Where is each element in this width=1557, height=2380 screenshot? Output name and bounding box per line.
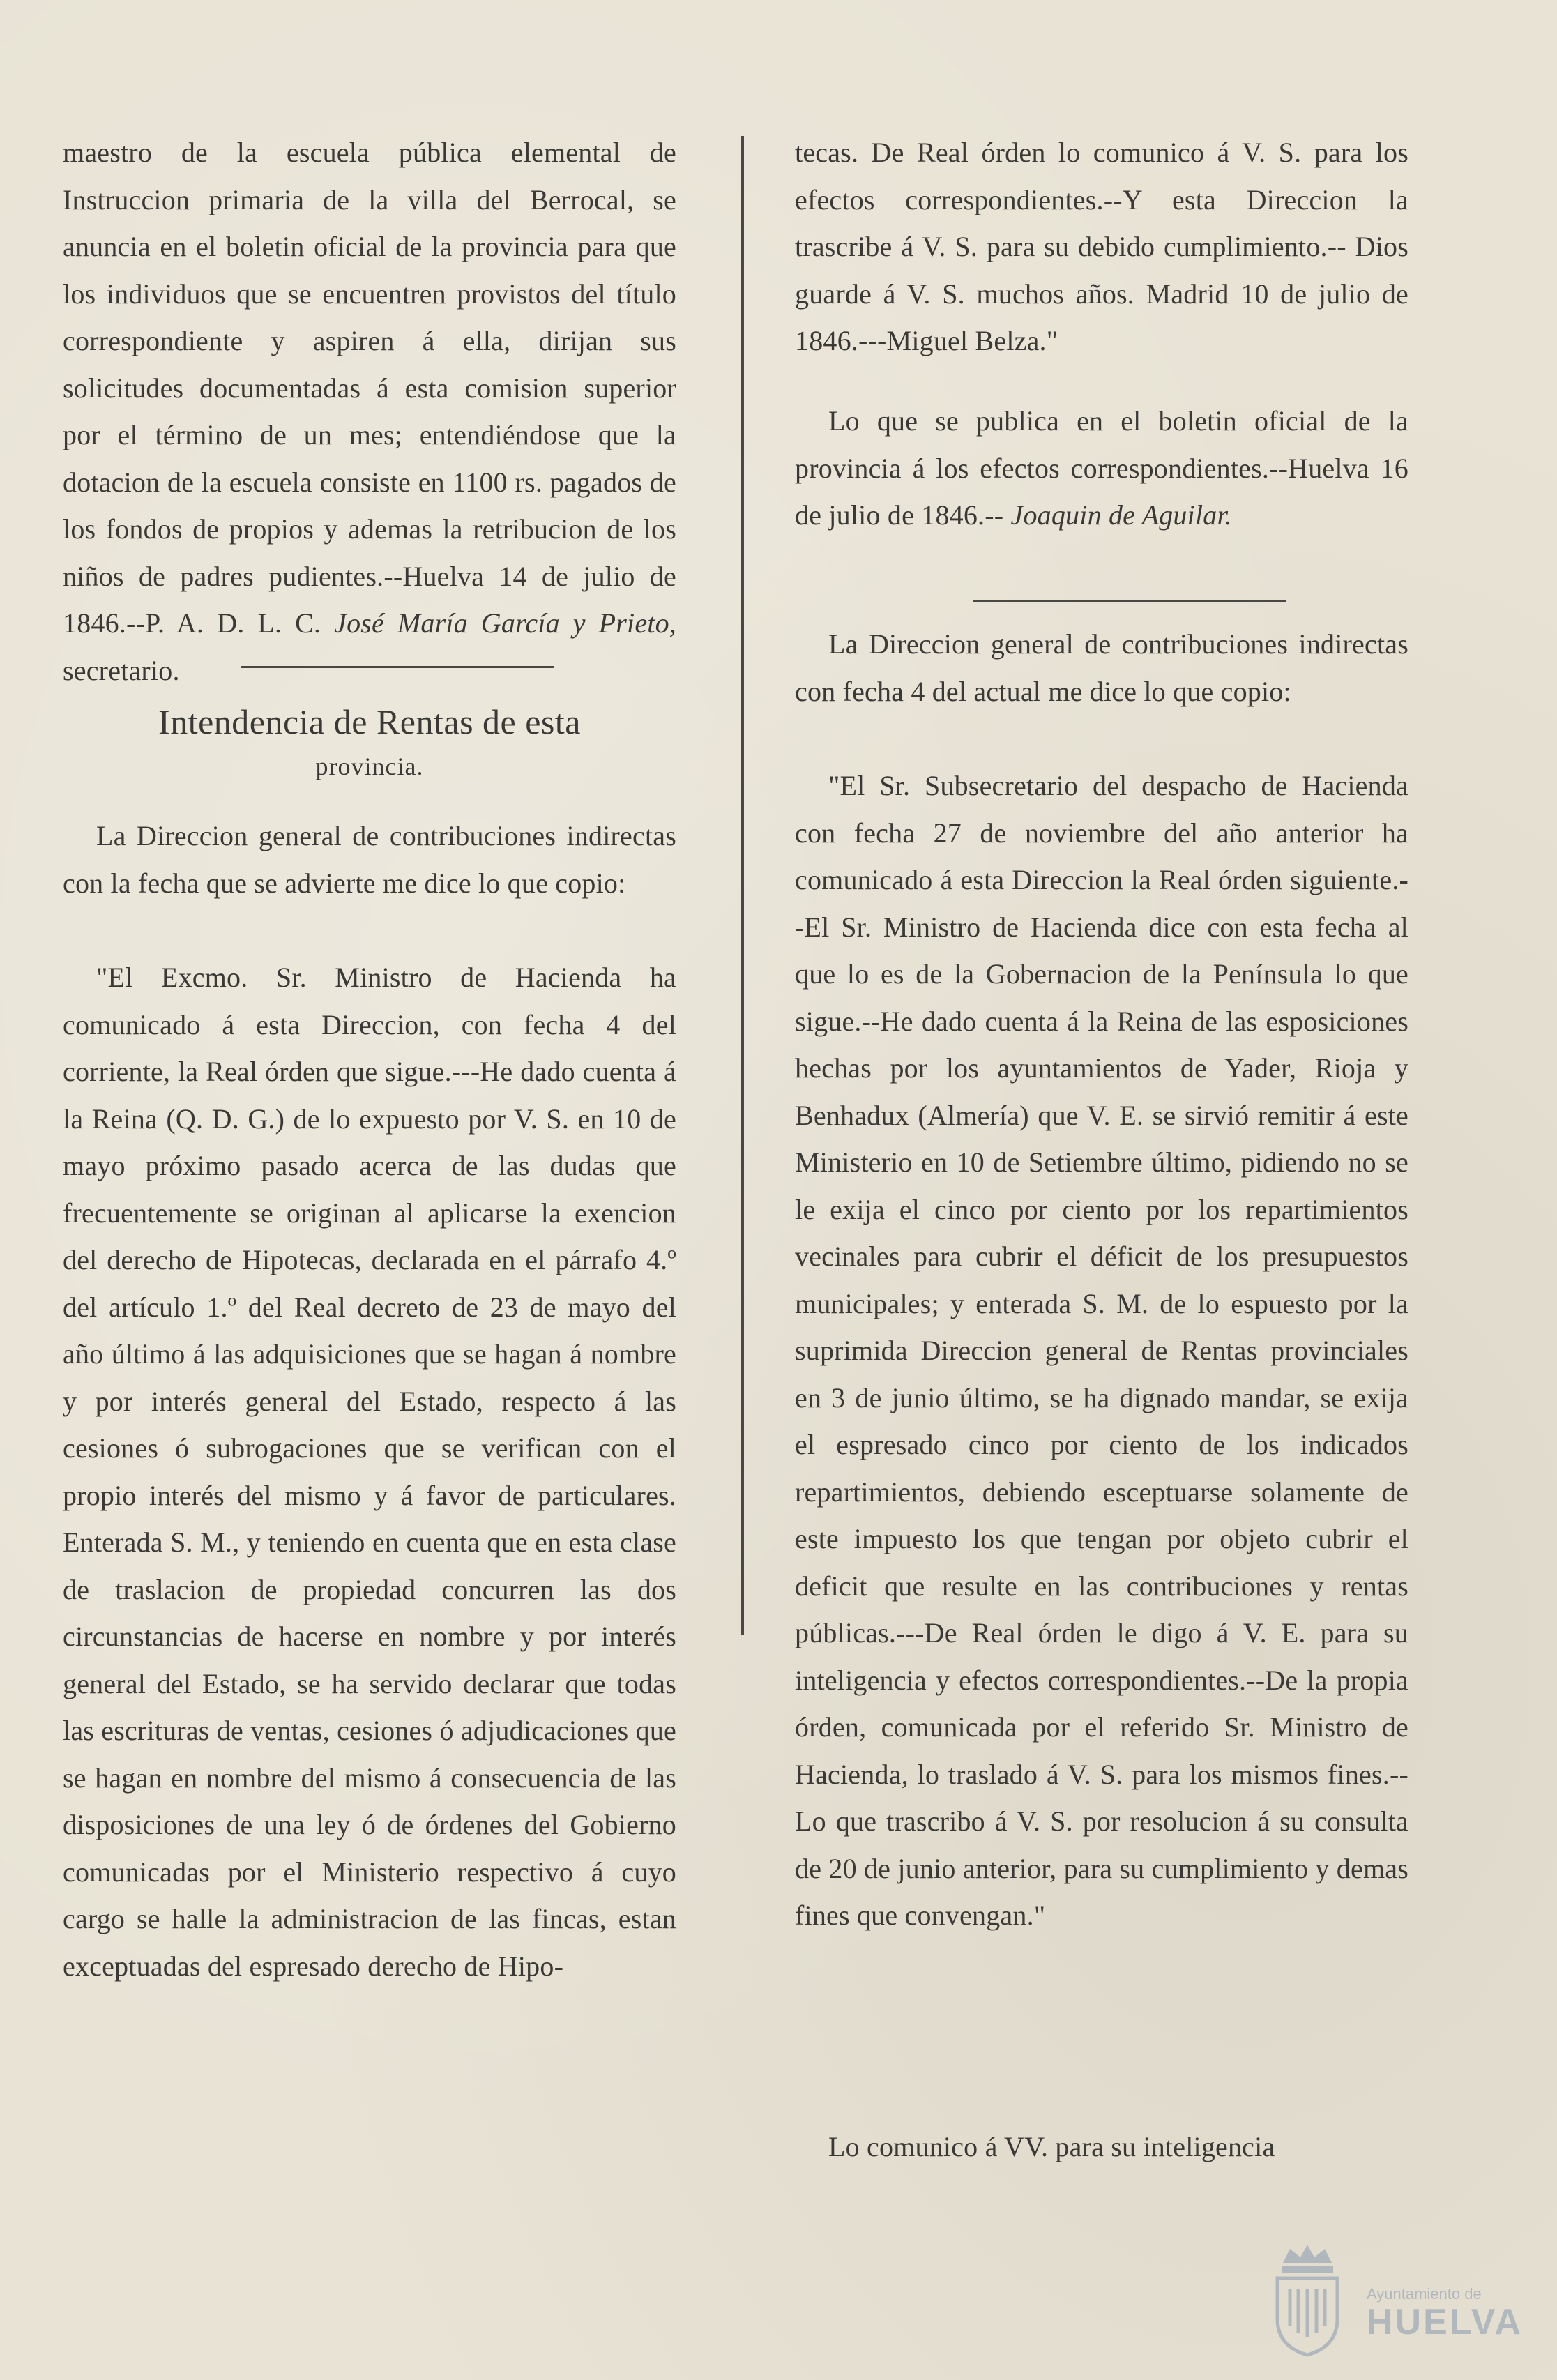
left-paragraph-1-signature-role: secretario.	[63, 654, 180, 686]
right-paragraph-3-text: La Direccion general de contribuciones indirectas con fecha 4 del actual me dice lo que copio:	[795, 628, 1408, 707]
left-paragraph-2-text: La Direccion general de contribuciones indirectas con la fecha que se advierte me dice lo que copio:	[63, 820, 676, 899]
coat-of-arms-icon	[1262, 2235, 1353, 2360]
right-paragraph-1	[795, 129, 1408, 365]
right-divider-rule	[973, 600, 1286, 602]
left-paragraph-3	[63, 954, 676, 1989]
watermark-line-1: Ayuntamiento de	[1367, 2285, 1482, 2303]
right-paragraph-4	[795, 762, 1408, 1939]
section-heading-block	[63, 701, 676, 783]
right-paragraph-2	[795, 397, 1408, 539]
column-divider	[741, 136, 744, 1635]
ayuntamiento-huelva-watermark	[1262, 2235, 1527, 2360]
right-paragraph-2-text: Lo que se publica en el boletin oficial de la provincia á los efectos correspondientes.--Huelva 16 de julio de 1846.--	[795, 405, 1408, 531]
left-paragraph-2	[63, 812, 676, 907]
right-paragraph-4-text: "El Sr. Subsecretario del despacho de Hacienda con fecha 27 de noviembre del año anterior ha comunicado á esta Direccion la Real órden siguiente.--El Sr. Ministro de Hacienda dice con esta fecha al que lo es de la Gobernacion de la Península lo que sigue.--He dado cuenta á la Reina de las esposiciones hechas por los ayuntamientos de Yader, Rioja y Benhadux (Almería) que V. E. se sirvió remitir á este Ministerio en 10 de Setiembre último, pidiendo no se le exija el cinco por ciento por los repartimientos vecinales para cubrir el déficit de los presupuestos municipales; y enterada S. M. de lo espuesto por la suprimida Direccion general de Rentas provinciales en 3 de junio último, se ha dignado mandar, se exija el espresado cinco por ciento de los indicados repartimientos, debiendo esceptuarse solamente de este impuesto los que tengan por objeto cubrir el deficit que resulte en las contribuciones y rentas públicas.---De Real órden le digo á V. E. para su inteligencia y efectos correspondientes.--De la propia órden, comunicada por el referido Sr. Ministro de Hacienda, lo traslado á V. S. para los mismos fines.--Lo que trascribo á V. S. por resolucion á su consulta de 20 de junio anterior, para su cumplimiento y demas fines que convengan."	[795, 770, 1408, 1931]
right-paragraph-5	[795, 2123, 1408, 2171]
section-subheading: provincia.	[315, 752, 424, 780]
section-heading: Intendencia de Rentas de esta	[158, 702, 581, 741]
right-paragraph-5-text: Lo comunico á VV. para su inteligencia	[828, 2131, 1275, 2162]
watermark-line-2: HUELVA	[1367, 2302, 1524, 2342]
right-paragraph-1-text: tecas. De Real órden lo comunico á V. S. para los efectos correspondientes.--Y esta Direccion la trascribe á V. S. para su debido cumplimiento.-- Dios guarde á V. S. muchos años. Madrid 10 de julio de 1846.---Miguel Belza."	[795, 137, 1408, 356]
left-paragraph-1-text: maestro de la escuela pública elemental de Instruccion primaria de la villa del Berrocal, se anuncia en el boletin oficial de la provincia para que los individuos que se encuentren provistos del título correspondiente y aspiren á ella, dirijan sus solicitudes documentadas á esta comision superior por el término de un mes; entendiéndose que la dotacion de la escuela consiste en 1100 rs. pagados de los fondos de propios y ademas la retribucion de los niños de padres pudientes.--Huelva 14 de julio de 1846.--P. A. D. L. C.	[63, 137, 676, 639]
section-divider-rule	[241, 666, 554, 668]
right-paragraph-2-signature: Joaquin de Aguilar.	[1010, 499, 1232, 531]
left-paragraph-1-signature: José María García y Prieto,	[334, 607, 677, 639]
left-paragraph-1	[63, 129, 676, 694]
right-paragraph-3	[795, 621, 1408, 715]
left-paragraph-3-text: "El Excmo. Sr. Ministro de Hacienda ha comunicado á esta Direccion, con fecha 4 del corriente, la Real órden que sigue.---He dado cuenta á la Reina (Q. D. G.) de lo expuesto por V. S. en 10 de mayo próximo pasado acerca de las dudas que frecuentemente se originan al aplicarse la exencion del derecho de Hipotecas, declarada en el párrafo 4.º del artículo 1.º del Real decreto de 23 de mayo del año último á las adquisiciones que se hagan á nombre y por interés general del Estado, respecto á las cesiones ó subrogaciones que se verifican con el propio interés del mismo y á favor de particulares. Enterada S. M., y teniendo en cuenta que en esta clase de traslacion de propiedad concurren las dos circunstancias de hacerse en nombre y por interés general del Estado, se ha servido declarar que todas las escrituras de ventas, cesiones ó adjudicaciones que se hagan en nombre del mismo á consecuencia de las disposiciones de una ley ó de órdenes del Gobierno comunicadas por el Ministerio respectivo á cuyo cargo se halle la administracion de las fincas, estan exceptuadas del espresado derecho de Hipo-	[63, 962, 676, 1982]
